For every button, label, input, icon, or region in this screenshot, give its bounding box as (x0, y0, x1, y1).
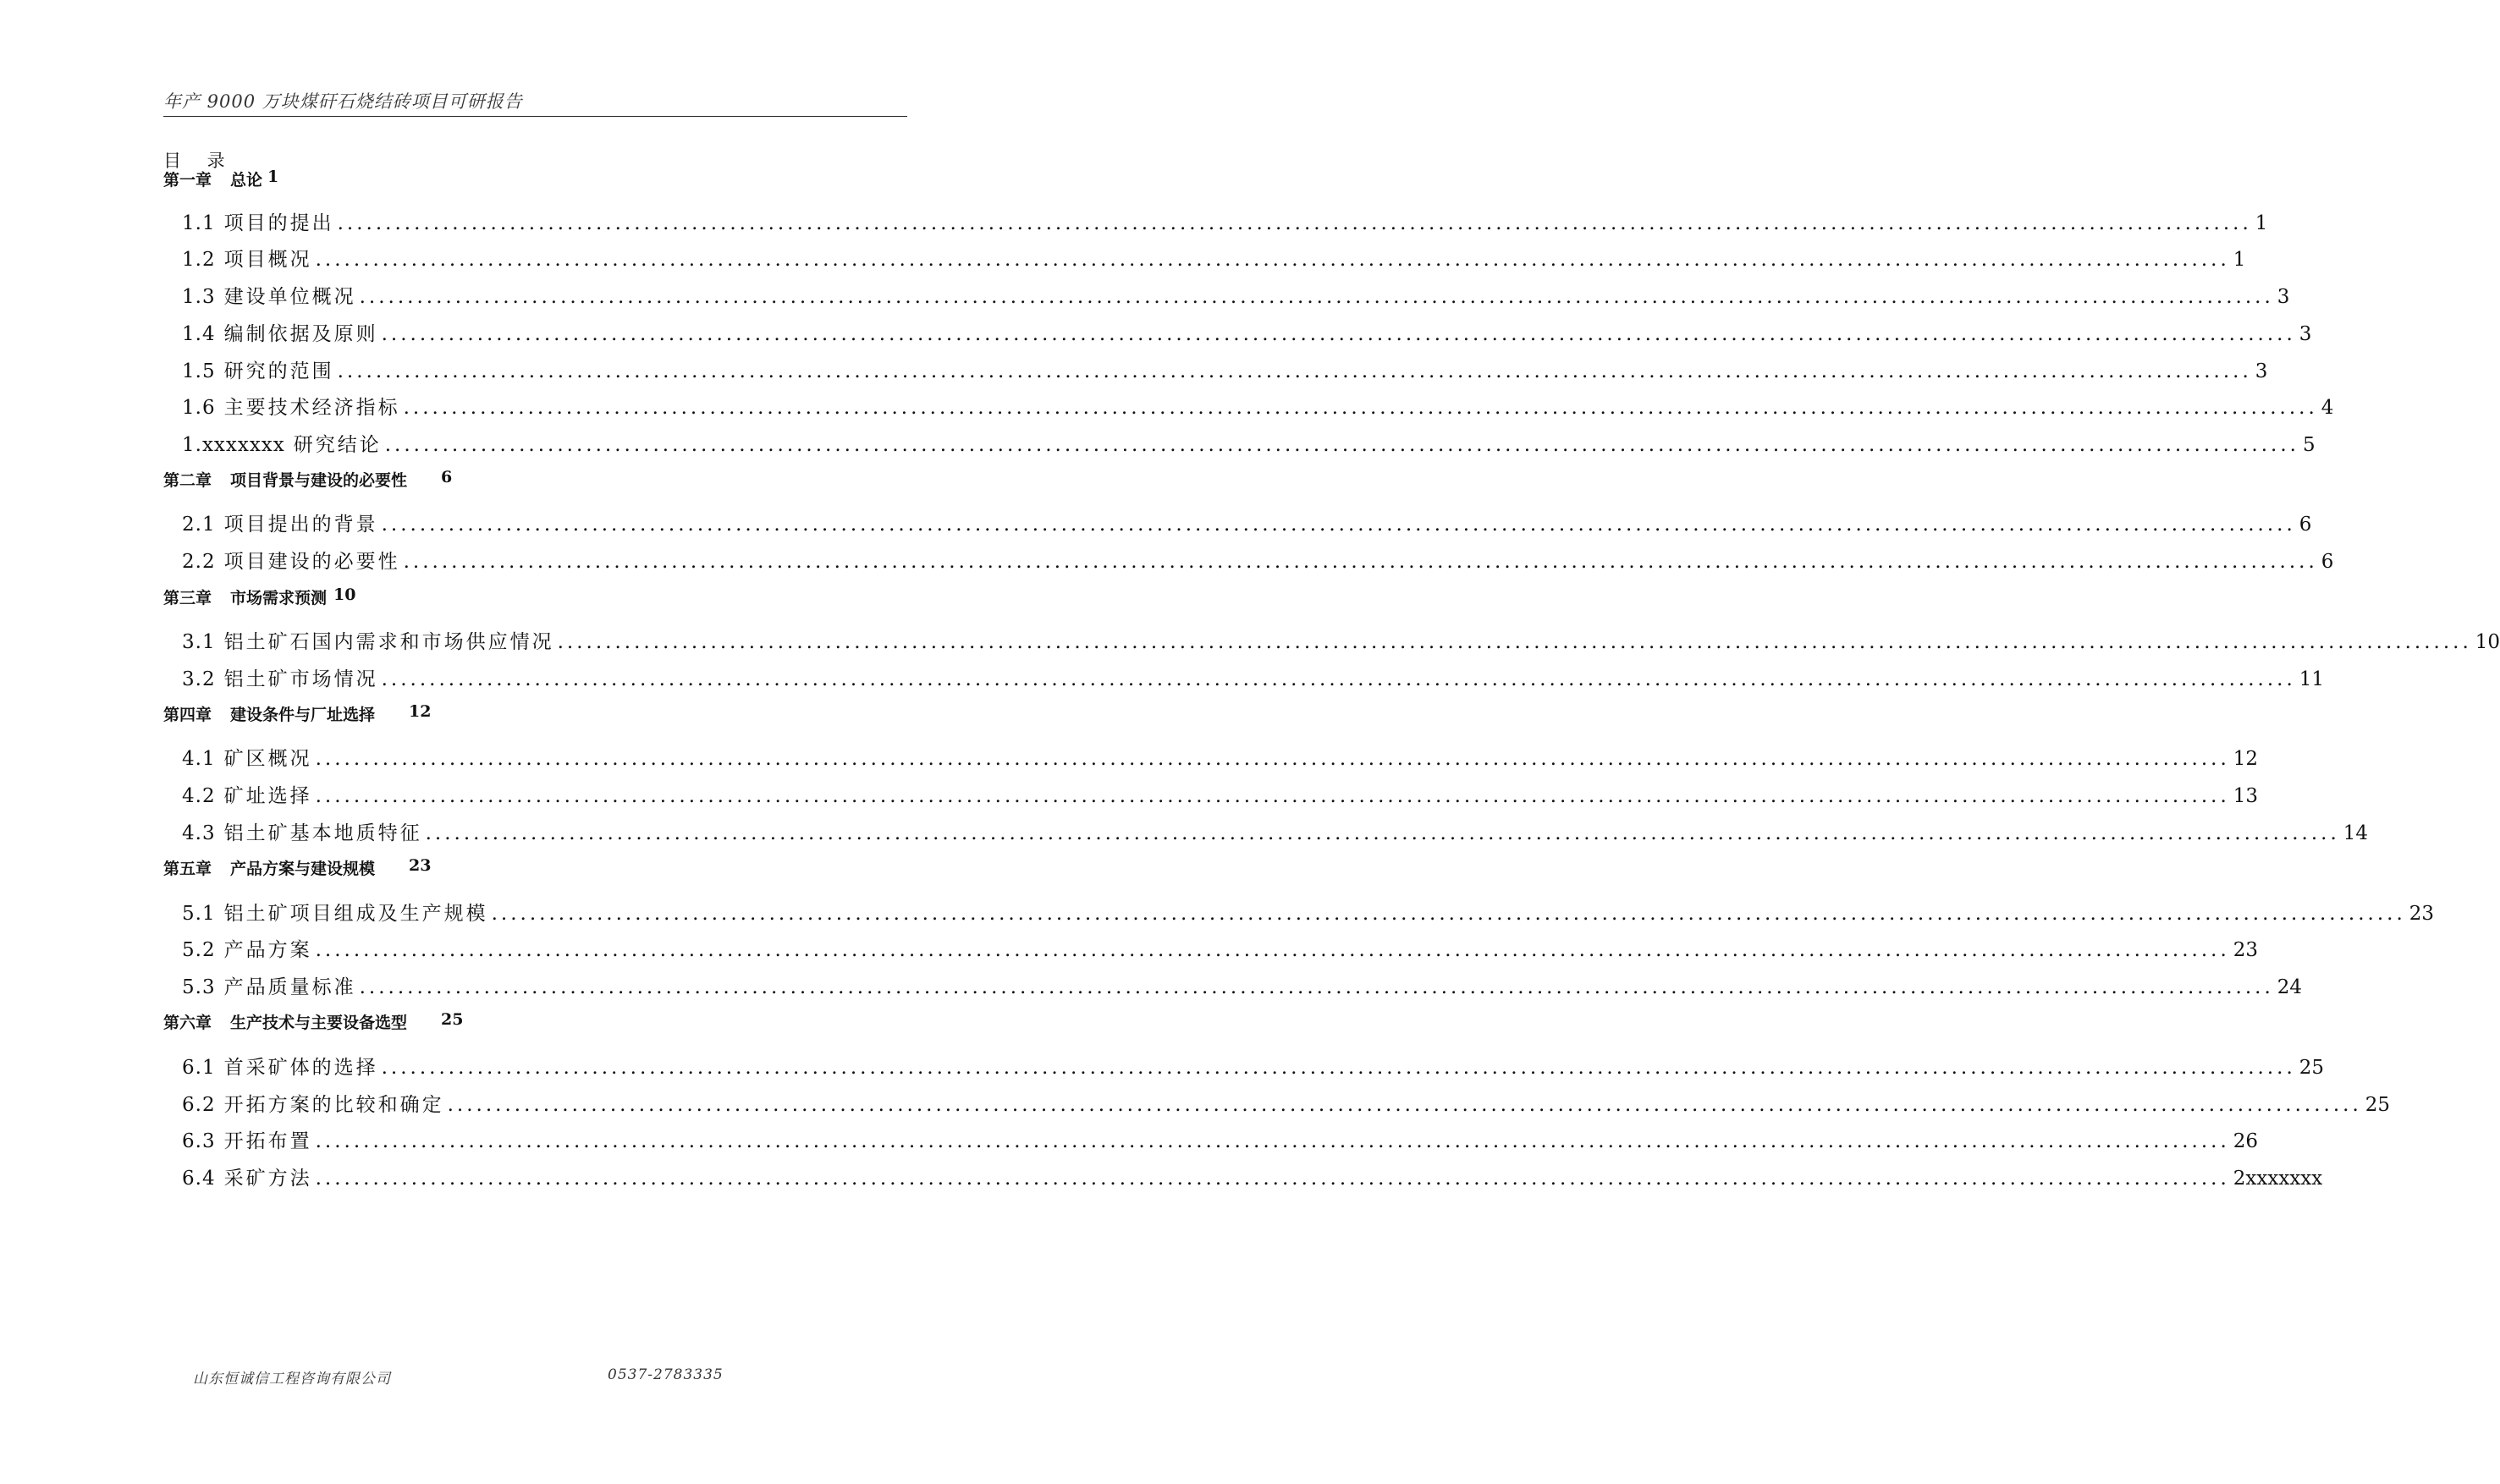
entry-page: 6 (2321, 551, 2334, 573)
entry-title: 项目的提出 (223, 212, 334, 234)
chapter-page: 12 (409, 702, 432, 721)
chapter-title: 项目背景与建设的必要性 (230, 471, 408, 490)
entry-page: 24 (2277, 976, 2303, 998)
toc-entry[interactable] (182, 244, 2246, 272)
dot-leader: ........................................................................................................................................................................................................ (315, 785, 2230, 807)
entry-page: 4 (2321, 397, 2334, 419)
entry-number: 4.2 (182, 785, 216, 807)
entry-number: 1.xxxxxxx (182, 434, 285, 456)
dot-leader: ........................................................................................................................................................................................................ (447, 1094, 2362, 1116)
dot-leader: ........................................................................................................................................................................................................ (381, 323, 2296, 345)
dot-leader: ........................................................................................................................................................................................................ (381, 514, 2296, 536)
entry-page: 11 (2299, 668, 2325, 690)
entry-number: 6.1 (182, 1057, 216, 1079)
entry-page: 25 (2365, 1094, 2391, 1116)
entry-number: 4.3 (182, 822, 216, 844)
entry-number: 5.2 (182, 939, 216, 961)
entry-title: 产品质量标准 (223, 976, 356, 998)
chapter-label: 第二章 (163, 471, 212, 490)
chapter-title: 产品方案与建设规模 (230, 860, 376, 878)
entry-number: 6.4 (182, 1168, 216, 1190)
toc-entry[interactable] (182, 934, 2259, 962)
entry-number: 1.2 (182, 249, 216, 271)
entry-title: 建设单位概况 (223, 286, 356, 308)
entry-title: 开拓方案的比较和确定 (223, 1094, 444, 1116)
dot-leader: ........................................................................................................................................................................................................ (315, 1168, 2230, 1190)
entry-number: 2.2 (182, 551, 216, 573)
entry-page: 3 (2255, 360, 2268, 382)
entry-number: 4.1 (182, 748, 216, 770)
entry-title: 研究结论 (293, 434, 382, 456)
toc-entry[interactable] (182, 508, 2312, 536)
chapter-title: 建设条件与厂址选择 (230, 706, 376, 724)
toc-entry[interactable] (182, 1089, 2391, 1117)
entry-page: 1 (2233, 249, 2246, 271)
entry-title: 铝土矿项目组成及生产规模 (223, 903, 488, 925)
chapter-page: 1 (267, 168, 279, 186)
dot-leader: ........................................................................................................................................................................................................ (315, 748, 2230, 770)
chapter-page: 6 (441, 468, 453, 486)
toc-entry[interactable] (182, 1052, 2325, 1080)
chapter-heading[interactable] (163, 856, 431, 879)
entry-title: 采矿方法 (223, 1168, 312, 1190)
entry-page: 25 (2299, 1057, 2325, 1079)
chapter-label: 第五章 (163, 860, 212, 878)
entry-number: 3.2 (182, 668, 216, 690)
toc-entry[interactable] (182, 429, 2316, 457)
footer-company: 山东恒诚信工程咨询有限公司 (193, 1371, 391, 1388)
entry-number: 3.1 (182, 631, 216, 653)
dot-leader: ........................................................................................................................................................................................................ (315, 249, 2230, 271)
dot-leader: ........................................................................................................................................................................................................ (557, 631, 2472, 653)
chapter-title: 总论 (230, 171, 263, 190)
toc-entry[interactable] (182, 626, 2500, 654)
dot-leader: ........................................................................................................................................................................................................ (491, 903, 2406, 925)
header-rule (163, 116, 907, 117)
toc-entry[interactable] (182, 743, 2259, 771)
entry-number: 5.3 (182, 976, 216, 998)
dot-leader: ........................................................................................................................................................................................................ (359, 976, 2274, 998)
toc-entry[interactable] (182, 546, 2334, 574)
dot-leader: ........................................................................................................................................................................................................ (384, 434, 2299, 456)
chapter-heading[interactable] (163, 168, 278, 190)
entry-title: 项目提出的背景 (223, 514, 378, 536)
chapter-heading[interactable] (163, 468, 452, 491)
toc-heading: 目 录 (163, 151, 225, 171)
entry-title: 矿址选择 (223, 785, 312, 807)
entry-page: 10 (2475, 631, 2500, 653)
toc-entry[interactable] (182, 780, 2259, 808)
toc-entry[interactable] (182, 392, 2334, 420)
dot-leader: ........................................................................................................................................................................................................ (381, 668, 2296, 690)
entry-page: 3 (2299, 323, 2312, 345)
entry-page: 23 (2409, 903, 2435, 925)
dot-leader: ........................................................................................................................................................................................................ (359, 286, 2274, 308)
entry-page: 5 (2302, 434, 2316, 456)
entry-title: 研究的范围 (223, 360, 334, 382)
entry-page: 3 (2277, 286, 2290, 308)
entry-title: 主要技术经济指标 (223, 397, 400, 419)
entry-title: 铝土矿石国内需求和市场供应情况 (223, 631, 554, 653)
entry-title: 产品方案 (223, 939, 312, 961)
toc-entry[interactable] (182, 898, 2435, 926)
entry-number: 1.5 (182, 360, 216, 382)
toc-entry[interactable] (182, 355, 2268, 383)
entry-title: 编制依据及原则 (223, 323, 378, 345)
chapter-heading[interactable] (163, 585, 355, 608)
toc-entry[interactable] (182, 207, 2268, 235)
entry-number: 1.1 (182, 212, 216, 234)
dot-leader: ........................................................................................................................................................................................................ (315, 1130, 2230, 1152)
footer-phone: 0537-2783335 (608, 1366, 724, 1383)
entry-number: 1.6 (182, 397, 216, 419)
chapter-title: 市场需求预测 (230, 589, 328, 607)
entry-page: 6 (2299, 514, 2312, 536)
dot-leader: ........................................................................................................................................................................................................ (425, 822, 2340, 844)
chapter-page: 10 (333, 585, 356, 604)
dot-leader: ........................................................................................................................................................................................................ (403, 397, 2318, 419)
entry-number: 6.2 (182, 1094, 216, 1116)
entry-page: 2xxxxxxx (2233, 1168, 2323, 1190)
entry-title: 项目概况 (223, 249, 312, 271)
dot-leader: ........................................................................................................................................................................................................ (337, 360, 2252, 382)
toc-entry[interactable] (182, 1125, 2259, 1153)
entry-number: 1.3 (182, 286, 216, 308)
entry-page: 23 (2233, 939, 2259, 961)
entry-number: 6.3 (182, 1130, 216, 1152)
dot-leader: ........................................................................................................................................................................................................ (337, 212, 2252, 234)
entry-number: 5.1 (182, 903, 216, 925)
entry-title: 开拓布置 (223, 1130, 312, 1152)
chapter-label: 第一章 (163, 171, 212, 190)
dot-leader: ........................................................................................................................................................................................................ (381, 1057, 2296, 1079)
toc-entry[interactable] (182, 971, 2303, 999)
entry-title: 铝土矿市场情况 (223, 668, 378, 690)
toc-entry[interactable] (182, 1162, 2323, 1190)
entry-page: 13 (2233, 785, 2259, 807)
entry-page: 12 (2233, 748, 2259, 770)
chapter-heading[interactable] (163, 702, 431, 725)
entry-page: 26 (2233, 1130, 2259, 1152)
entry-page: 14 (2343, 822, 2369, 844)
dot-leader: ........................................................................................................................................................................................................ (403, 551, 2318, 573)
toc-entry[interactable] (182, 318, 2312, 346)
chapter-label: 第六章 (163, 1014, 212, 1032)
toc-entry[interactable] (182, 281, 2290, 309)
chapter-label: 第四章 (163, 706, 212, 724)
toc-entry[interactable] (182, 663, 2325, 691)
header-title: 年产 9000 万块煤矸石烧结砖项目可研报告 (163, 91, 523, 112)
entry-title: 首采矿体的选择 (223, 1057, 378, 1079)
dot-leader: ........................................................................................................................................................................................................ (315, 939, 2230, 961)
chapter-page: 23 (409, 856, 432, 875)
chapter-page: 25 (441, 1010, 464, 1029)
entry-title: 矿区概况 (223, 748, 312, 770)
entry-number: 1.4 (182, 323, 216, 345)
chapter-title: 生产技术与主要设备选型 (230, 1014, 408, 1032)
entry-title: 铝土矿基本地质特征 (223, 822, 422, 844)
toc-entry[interactable] (182, 817, 2369, 845)
chapter-heading[interactable] (163, 1010, 463, 1033)
chapter-label: 第三章 (163, 589, 212, 607)
entry-page: 1 (2255, 212, 2268, 234)
entry-title: 项目建设的必要性 (223, 551, 400, 573)
entry-number: 2.1 (182, 514, 216, 536)
